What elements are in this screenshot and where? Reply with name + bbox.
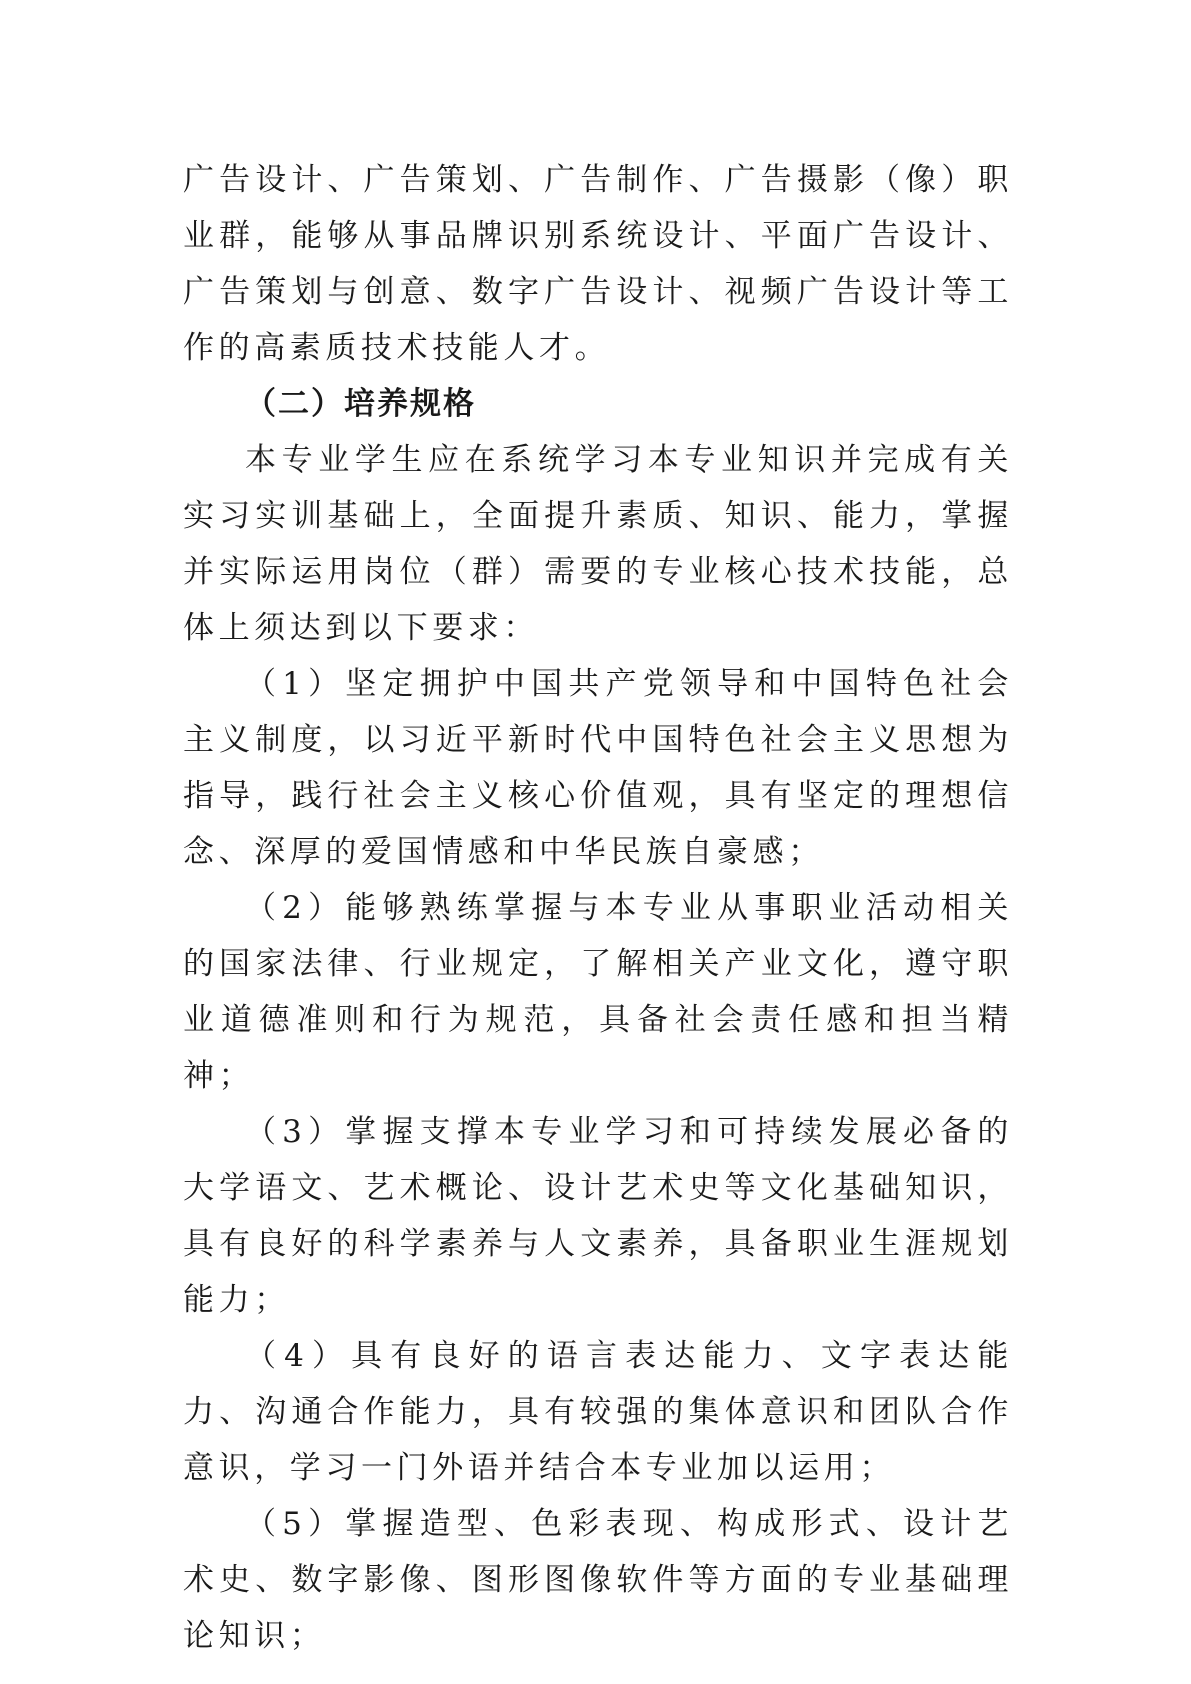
section-heading: （二）培养规格 (245, 386, 476, 422)
requirement-item-2: （2）能够熟练掌握与本专业从事职业活动相关的国家法律、行业规定，了解相关产业文化，遵守职业道德准则和行为规范，具备社会责任感和担当精神； (183, 890, 1013, 1094)
requirement-item-3: （3）掌握支撑本专业学习和可持续发展必备的大学语文、艺术概论、设计艺术史等文化基础知识，具有良好的科学素养与人文素养，具备职业生涯规划能力； (183, 1114, 1013, 1318)
requirement-item-5: （5）掌握造型、色彩表现、构成形式、设计艺术史、数字影像、图形图像软件等方面的专业基础理论知识； (183, 1506, 1013, 1654)
requirement-item-1: （1）坚定拥护中国共产党领导和中国特色社会主义制度，以习近平新时代中国特色社会主义思想为指导，践行社会主义核心价值观，具有坚定的理想信念、深厚的爱国情感和中华民族自豪感； (183, 666, 1013, 870)
document-body (183, 152, 1013, 1664)
intro-paragraph: 广告设计、广告策划、广告制作、广告摄影（像）职业群，能够从事品牌识别系统设计、平面广告设计、广告策划与创意、数字广告设计、视频广告设计等工作的高素质技术技能人才。 (183, 162, 1013, 366)
section-intro-paragraph: 本专业学生应在系统学习本专业知识并完成有关实习实训基础上，全面提升素质、知识、能力，掌握并实际运用岗位（群）需要的专业核心技术技能，总体上须达到以下要求： (183, 442, 1013, 646)
requirement-item-4: （4）具有良好的语言表达能力、文字表达能力、沟通合作能力，具有较强的集体意识和团队合作意识，学习一门外语并结合本专业加以运用； (183, 1338, 1013, 1486)
